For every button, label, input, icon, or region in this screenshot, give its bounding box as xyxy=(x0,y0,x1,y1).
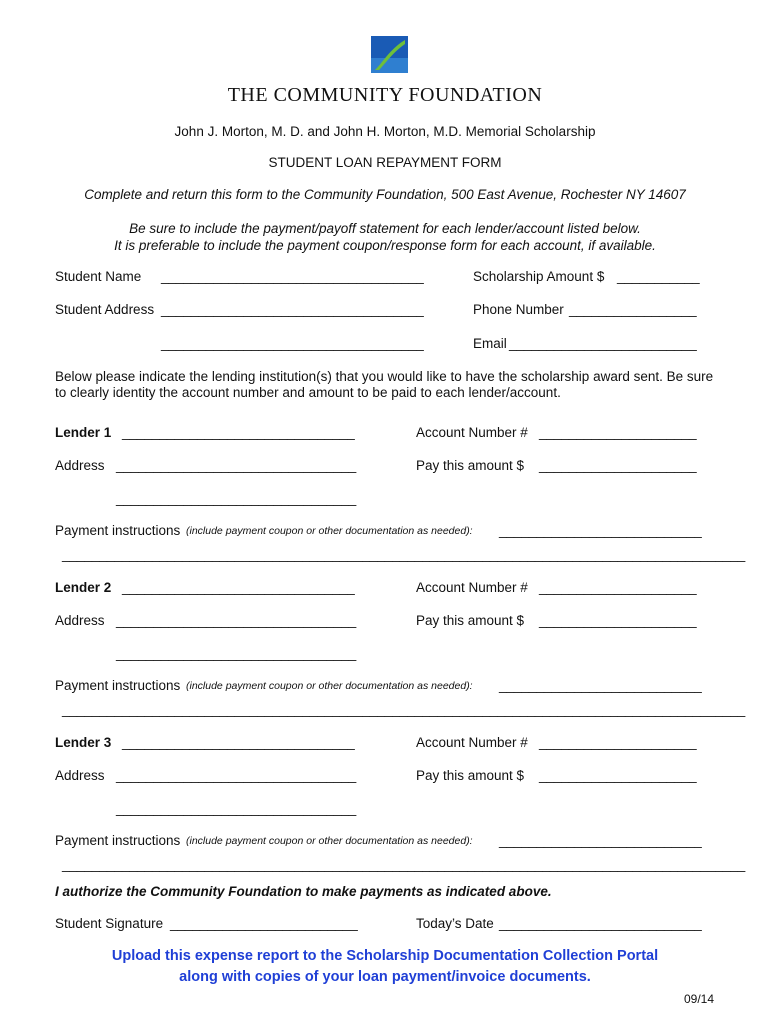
account-number-label: Account Number # xyxy=(416,425,528,440)
lender-label: Lender 2 xyxy=(55,580,112,595)
payment-instructions-field-2[interactable]: ___________________________________________________________________________________________ xyxy=(62,547,746,562)
pay-amount-label: Pay this amount $ xyxy=(416,613,525,628)
lender-address-label: Address xyxy=(55,613,105,628)
payment-instructions-field[interactable]: ___________________________ xyxy=(499,523,702,538)
signature-label: Student Signature xyxy=(55,916,164,931)
pay-amount-label: Pay this amount $ xyxy=(416,768,525,783)
lender-address-label: Address xyxy=(55,458,105,473)
account-number-field[interactable]: _____________________ xyxy=(539,735,697,750)
student-address-field[interactable]: ___________________________________ xyxy=(161,302,424,317)
account-number-label: Account Number # xyxy=(416,735,528,750)
phone-number-field[interactable]: _________________ xyxy=(569,302,697,317)
lender-name-field[interactable]: _______________________________ xyxy=(122,425,355,440)
student-name-label: Student Name xyxy=(55,269,142,284)
payment-instructions-note: (include payment coupon or other documentation as needed): xyxy=(186,680,473,692)
payment-instructions-label: Payment instructions xyxy=(55,678,181,693)
signature-field[interactable]: _________________________ xyxy=(170,916,358,931)
account-number-field[interactable]: _____________________ xyxy=(539,425,697,440)
email-field[interactable]: _________________________ xyxy=(509,336,697,351)
date-field[interactable]: ___________________________ xyxy=(499,916,702,931)
lender-address-field-2[interactable]: ________________________________ xyxy=(116,491,357,506)
payment-instructions-label: Payment instructions xyxy=(55,523,181,538)
lender-address-field[interactable]: ________________________________ xyxy=(116,458,357,473)
form-version: 09/14 xyxy=(684,992,715,1006)
payment-instructions-note: (include payment coupon or other documentation as needed): xyxy=(186,835,473,847)
form-title: STUDENT LOAN REPAYMENT FORM xyxy=(268,155,502,170)
phone-number-label: Phone Number xyxy=(473,302,564,317)
include-note-1: Be sure to include the payment/payoff statement for each lender/account listed below. xyxy=(129,221,641,236)
lender-address-field[interactable]: ________________________________ xyxy=(116,613,357,628)
lender-label: Lender 1 xyxy=(55,425,112,440)
student-address-label: Student Address xyxy=(55,302,155,317)
scholarship-name: John J. Morton, M. D. and John H. Morton, M.D. Memorial Scholarship xyxy=(174,124,596,139)
student-name-field[interactable]: ___________________________________ xyxy=(161,269,424,284)
lender-address-field-2[interactable]: ________________________________ xyxy=(116,801,357,816)
student-address-field-2[interactable]: ___________________________________ xyxy=(161,336,424,351)
account-number-label: Account Number # xyxy=(416,580,528,595)
account-number-field[interactable]: _____________________ xyxy=(539,580,697,595)
return-instructions: Complete and return this form to the Community Foundation, 500 East Avenue, Rochester NY 14607 xyxy=(84,187,686,202)
pay-amount-field[interactable]: _____________________ xyxy=(539,768,697,783)
pay-amount-field[interactable]: _____________________ xyxy=(539,458,697,473)
lender-address-field-2[interactable]: ________________________________ xyxy=(116,646,357,661)
pay-amount-label: Pay this amount $ xyxy=(416,458,525,473)
date-label: Today’s Date xyxy=(416,916,494,931)
upload-instruction-1: Upload this expense report to the Scholarship Documentation Collection Portal xyxy=(111,948,659,964)
include-note-2: It is preferable to include the payment coupon/response form for each account, if available. xyxy=(114,238,656,253)
upload-instruction-2: along with copies of your loan payment/invoice documents. xyxy=(179,969,591,985)
payment-instructions-label: Payment instructions xyxy=(55,833,181,848)
lender-intro: Below please indicate the lending institution(s) that you would like to have the scholarship award sent. Be sure to clearly identity the account number and amount to be paid to each lender/account. xyxy=(55,369,714,400)
authorization-statement: I authorize the Community Foundation to make payments as indicated above. xyxy=(55,884,552,899)
scholarship-amount-label: Scholarship Amount $ xyxy=(473,269,605,284)
org-name: THE COMMUNITY FOUNDATION xyxy=(227,84,543,106)
payment-instructions-note: (include payment coupon or other documentation as needed): xyxy=(186,525,473,537)
foundation-logo xyxy=(371,36,408,73)
lender-address-label: Address xyxy=(55,768,105,783)
pay-amount-field[interactable]: _____________________ xyxy=(539,613,697,628)
payment-instructions-field[interactable]: ___________________________ xyxy=(499,833,702,848)
scholarship-amount-field[interactable]: ___________ xyxy=(617,269,700,284)
payment-instructions-field[interactable]: ___________________________ xyxy=(499,678,702,693)
lender-name-field[interactable]: _______________________________ xyxy=(122,735,355,750)
lender-label: Lender 3 xyxy=(55,735,112,750)
payment-instructions-field-2[interactable]: ___________________________________________________________________________________________ xyxy=(62,857,746,872)
payment-instructions-field-2[interactable]: ___________________________________________________________________________________________ xyxy=(62,702,746,717)
lender-name-field[interactable]: _______________________________ xyxy=(122,580,355,595)
email-label: Email xyxy=(473,336,507,351)
lender-address-field[interactable]: ________________________________ xyxy=(116,768,357,783)
